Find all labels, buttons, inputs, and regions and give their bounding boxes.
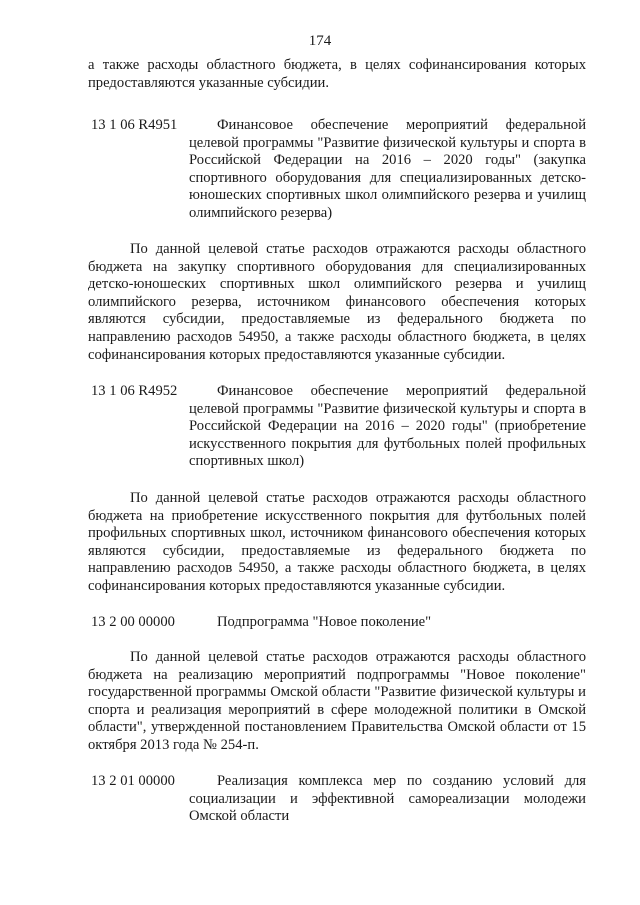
entry-code-13-2-00-00000: 13 2 00 00000 xyxy=(91,614,175,630)
entry-title-13-2-01-00000: Реализация комплекса мер по созданию условий для социализации и эффективной самореализации молодежи Омской области xyxy=(189,773,586,825)
entry-code-13-1-06-r4952: 13 1 06 R4952 xyxy=(91,383,178,399)
entry-title-13-1-06-r4951: Финансовое обеспечение мероприятий федеральной целевой программы "Развитие физической культуры и спорта в Российской Федерации на 2016 – 2020 годы" (закупка спортивного оборудования для специализированных детско-юношеских спортивных школ олимпийского резерва и училищ олимпийского резерва) xyxy=(189,117,586,221)
description-paragraph-new-generation: По данной целевой статье расходов отражаются расходы областного бюджета на реализацию мероприятий подпрограммы "Новое поколение" государственной программы Омской области "Развитие физической культуры и спорта и реализация мероприятий в сфере молодежной политики в Омской области", утвержденной постановлением Правительства Омской области от 15 октября 2013 года № 254-п. xyxy=(88,649,586,753)
entry-title-13-1-06-r4952: Финансовое обеспечение мероприятий федеральной целевой программы "Развитие физической культуры и спорта в Российской Федерации на 2016 – 2020 годы" (приобретение искусственного покрытия для футбольных полей профильных спортивных школ) xyxy=(189,383,586,470)
entry-code-13-1-06-r4951: 13 1 06 R4951 xyxy=(91,117,178,133)
page-number: 174 xyxy=(308,33,332,49)
description-paragraph-r4951: По данной целевой статье расходов отражаются расходы областного бюджета на закупку спортивного оборудования для специализированных детско-юношеских спортивных школ олимпийского резерва и училищ олимпийского резерва, источником финансового обеспечения которых являются субсидии, предоставляемые из федерального бюджета по направлению расходов 54950, а также расходы областного бюджета, в целях софинансирования которых предоставляются указанные субсидии. xyxy=(88,241,586,363)
entry-title-13-2-00-00000: Подпрограмма "Новое поколение" xyxy=(217,614,432,630)
entry-code-13-2-01-00000: 13 2 01 00000 xyxy=(91,773,175,789)
description-paragraph-r4952: По данной целевой статье расходов отражаются расходы областного бюджета на приобретение искусственного покрытия для футбольных полей профильных спортивных школ, источником финансового обеспечения которых являются субсидии, предоставляемые из федерального бюджета по направлению расходов 54950, а также расходы областного бюджета, в целях софинансирования которых предоставляются указанные субсидии. xyxy=(88,490,586,594)
intro-paragraph: а также расходы областного бюджета, в целях софинансирования которых предоставляются указанные субсидии. xyxy=(88,57,586,91)
